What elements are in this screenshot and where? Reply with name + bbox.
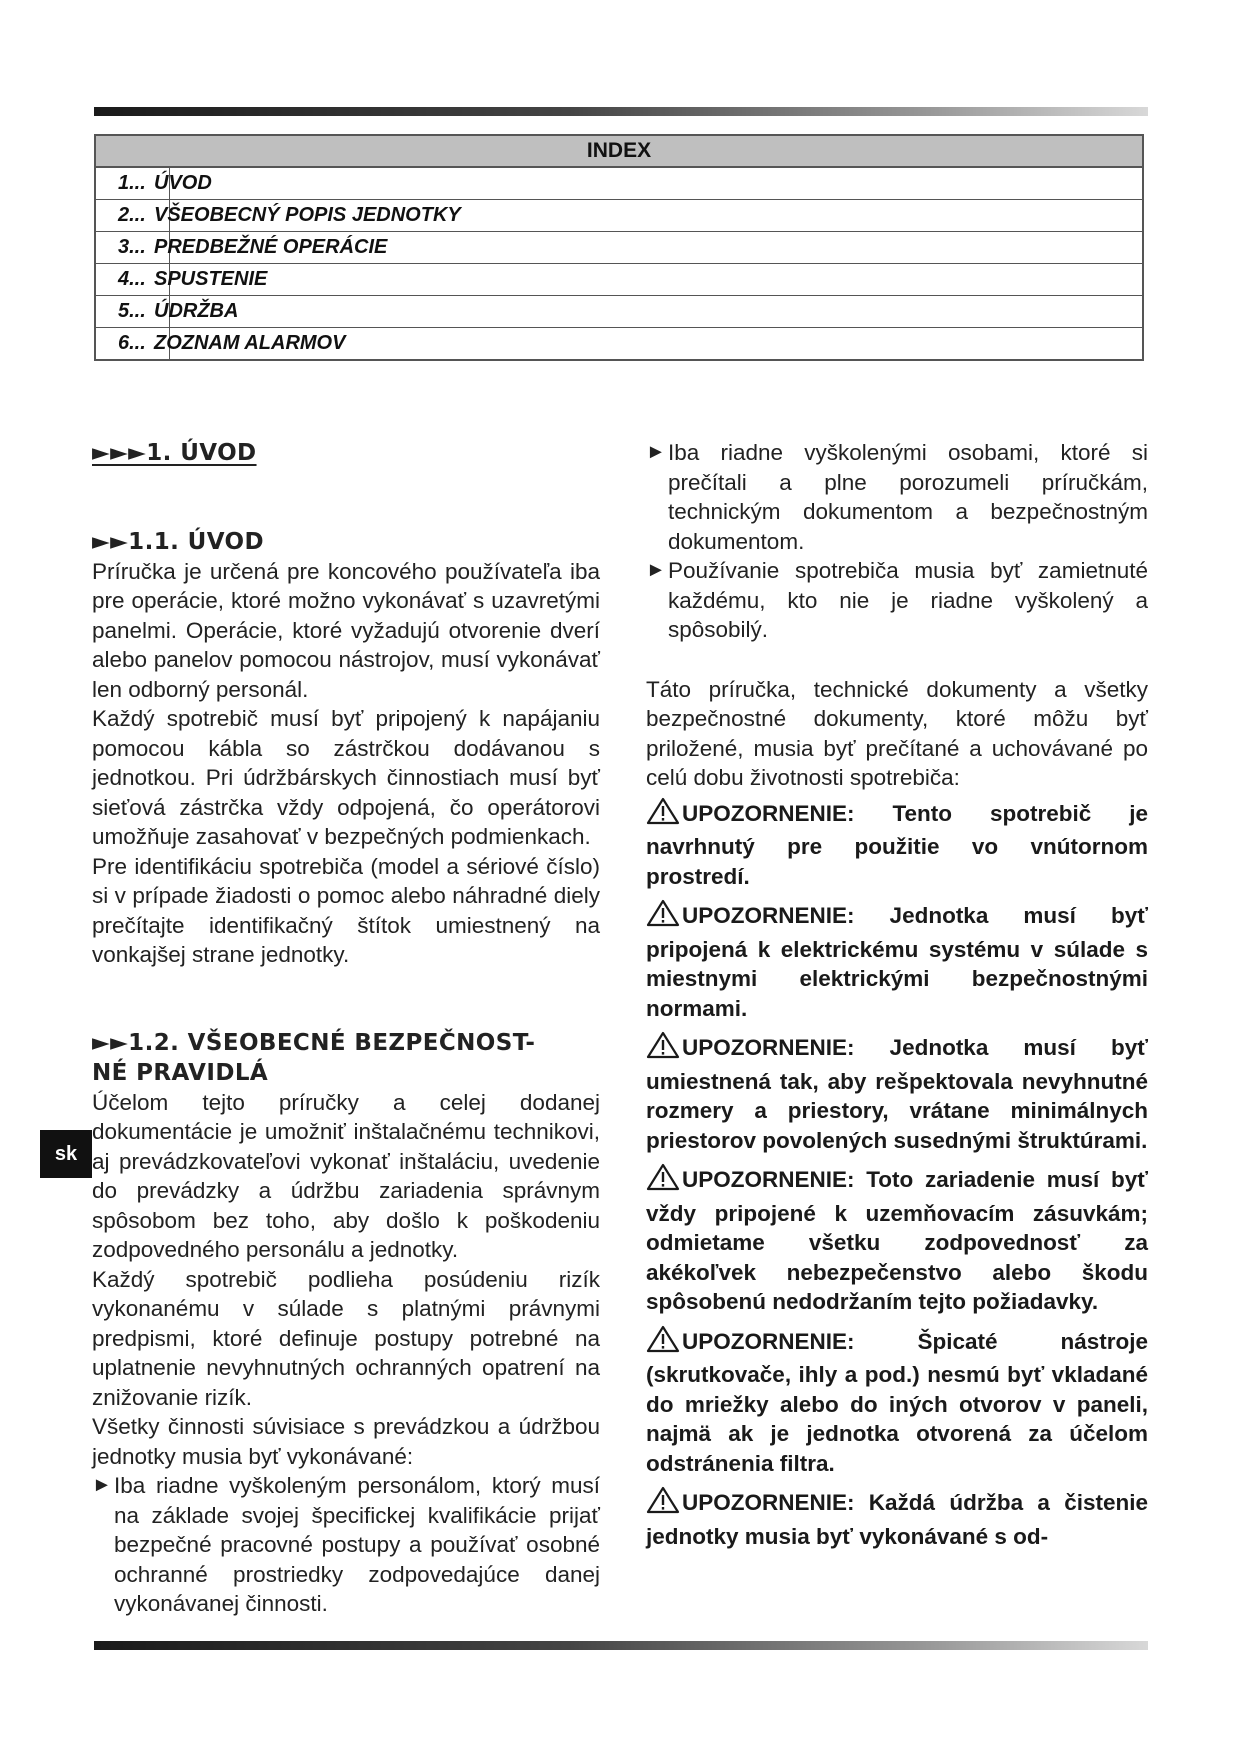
index-item-6[interactable] xyxy=(96,328,1142,359)
bullet-arrow-icon: ► xyxy=(646,559,666,581)
section-1-2-heading-line-2: NÉ PRAVIDLÁ xyxy=(92,1059,269,1086)
warning-text: UPOZORNENIE: Jednotka musí byť pripojená k elektrickému systému v súlade s miestnymi elektrickými bezpečnostnými normami. xyxy=(646,903,1148,1021)
warning-text: UPOZORNENIE: Jednotka musí byť umiestnená tak, aby rešpektovala nevyhnutné rozmery a priestory, vrátane minimálnych priestorov povolených susednými štruktúrami. xyxy=(646,1035,1148,1153)
warning-text: UPOZORNENIE: Špicaté nástroje (skrutkovače, ihly a pod.) nesmú byť vkladané do mriežky alebo do iných otvorov v paneli, najmä ak je jednotka otvorená za účelom odstránenia filtra. xyxy=(646,1328,1148,1476)
index-item-title: PREDBEŽNÉ OPERÁCIE xyxy=(154,236,388,258)
intro-paragraph-1: Príručka je určená pre koncového používateľa iba pre operácie, ktoré možno vykonávať s uzavretými panelmi. Operácie, ktoré vyžadujú otvorenie dverí alebo panelov pomocou nástrojov, musí vykonávať len odborný personál. xyxy=(92,558,600,702)
index-title: INDEX xyxy=(96,136,1142,168)
index-item-number: 1... xyxy=(118,172,146,194)
index-item-title: ÚVOD xyxy=(154,172,212,194)
right-column xyxy=(646,438,1148,1551)
warning-text: UPOZORNENIE: Tento spotrebič je navrhnutý pre použitie vo vnútornom prostredí. xyxy=(646,800,1148,889)
index-item-title: ÚDRŽBA xyxy=(154,300,239,322)
index-table xyxy=(94,134,1144,361)
bullet-text: Iba riadne vyškolenými osobami, ktoré si prečítali a plne porozumeli príručkám, technickým dokumentom a bezpečnostným dokumentom. xyxy=(668,440,1148,554)
index-item-2[interactable] xyxy=(96,200,1142,232)
intro-paragraph-2: Každý spotrebič musí byť pripojený k napájaniu pomocou kábla so zástrčkou dodávanou s jednotkou. Pri údržbárskych činnostiach musí byť sieťová zástrčka vždy odpojená, čo operátorovi umožňuje zasahovať v bezpečných podmienkach. xyxy=(92,706,600,849)
warning-6 xyxy=(646,1486,1148,1551)
bullet-arrow-icon: ► xyxy=(92,1474,112,1496)
warning-3 xyxy=(646,1031,1148,1155)
index-item-4[interactable] xyxy=(96,264,1142,296)
index-item-title: SPUSTENIE xyxy=(154,268,268,290)
safety-bullet-2 xyxy=(646,438,1148,556)
warning-1 xyxy=(646,797,1148,892)
index-item-title: VŠEOBECNÝ POPIS JEDNOTKY xyxy=(154,204,461,226)
warning-2 xyxy=(646,899,1148,1023)
safety-paragraph-2: Každý spotrebič podlieha posúdeniu rizík vykonanému v súlade s platnými právnymi predpismi, ktoré definuje postupy potrebné na uplatnenie nevyhnutných ochranných opatrení na znižovanie rizík. xyxy=(92,1266,600,1410)
left-column xyxy=(92,438,600,1619)
index-item-number: 6... xyxy=(118,332,146,354)
warning-triangle-icon xyxy=(646,899,680,935)
index-item-number: 4... xyxy=(118,268,146,290)
warning-text: UPOZORNENIE: Toto zariadenie musí byť vždy pripojené k uzemňovacím zásuvkám; odmietame všetku zodpovednosť za akékoľvek nebezpečenstvo alebo škodu spôsobenú nedodržaním tejto požiadavky. xyxy=(646,1167,1148,1314)
safety-bullet-1 xyxy=(92,1471,600,1619)
section-1-1-heading: ►►1.1. ÚVOD xyxy=(92,528,264,555)
bottom-decorative-bar xyxy=(94,1641,1148,1650)
warning-triangle-icon xyxy=(646,1325,680,1361)
safety-paragraph-1: Účelom tejto príručky a celej dodanej dokumentácie je umožniť inštalačnému technikovi, aj prevádzkovateľovi vykonať inštaláciu, uvedenie do prevádzky a údržbu zariadenia správnym spôsobom bez toho, aby došlo k poškodeniu zodpovedného personálu a jednotky. xyxy=(92,1089,600,1262)
section-1-2-heading-line-1: ►►1.2. VŠEOBECNÉ BEZPEČNOST- xyxy=(92,1029,536,1056)
index-item-title: ZOZNAM ALARMOV xyxy=(154,332,346,354)
index-item-3[interactable] xyxy=(96,232,1142,264)
top-decorative-bar xyxy=(94,107,1148,116)
bullet-arrow-icon: ► xyxy=(646,441,666,463)
index-item-5[interactable] xyxy=(96,296,1142,328)
warning-triangle-icon xyxy=(646,1163,680,1199)
section-1-heading: ►►►1. ÚVOD xyxy=(92,440,257,466)
warning-5 xyxy=(646,1325,1148,1479)
warning-triangle-icon xyxy=(646,1486,680,1522)
language-tab: sk xyxy=(40,1130,92,1178)
index-item-1[interactable] xyxy=(96,168,1142,200)
warning-triangle-icon xyxy=(646,797,680,833)
safety-bullet-3 xyxy=(646,556,1148,645)
index-item-number: 3... xyxy=(118,236,146,258)
index-item-number: 2... xyxy=(118,204,146,226)
safety-paragraph-4: Táto príručka, technické dokumenty a všetky bezpečnostné dokumenty, ktoré môžu byť priložené, musia byť prečítané a uchovávané po celú dobu životnosti spotrebiča: xyxy=(646,676,1148,790)
intro-paragraph-3: Pre identifikáciu spotrebiča (model a sériové číslo) si v prípade žiadosti o pomoc alebo náhradné diely prečítajte identifikačný štítok umiestnený na vonkajšej strane jednotky. xyxy=(92,853,600,967)
bullet-text: Iba riadne vyškoleným personálom, ktorý musí na základe svojej špecifickej kvalifikácie prijať bezpečné pracovné postupy a používať osobné ochranné prostriedky zodpovedajúce danej vykonávanej činnosti. xyxy=(114,1473,600,1616)
safety-paragraph-3: Všetky činnosti súvisiace s prevádzkou a údržbou jednotky musia byť vykonávané: xyxy=(92,1414,600,1469)
warning-triangle-icon xyxy=(646,1031,680,1067)
warning-text: UPOZORNENIE: Každá údržba a čistenie jednotky musia byť vykonávané s od- xyxy=(646,1490,1148,1549)
warning-4 xyxy=(646,1163,1148,1317)
bullet-text: Používanie spotrebiča musia byť zamietnuté každému, kto nie je riadne vyškolený a spôsobilý. xyxy=(668,558,1148,642)
index-item-number: 5... xyxy=(118,300,146,322)
